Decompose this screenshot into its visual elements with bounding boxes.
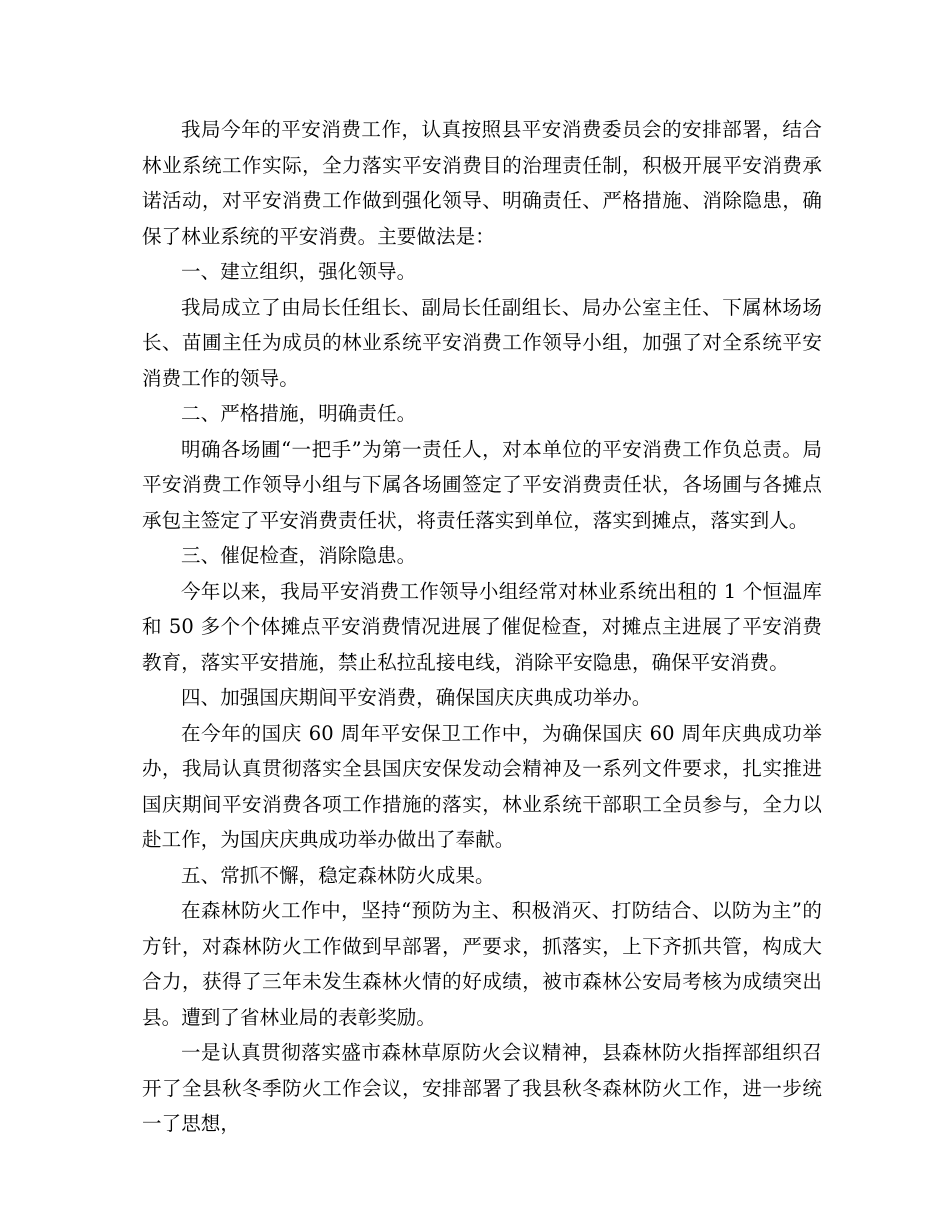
- section-paragraph-2: 明确各场圃“一把手”为第一责任人，对本单位的平安消费工作负总责。局平安消费工作领导小组与下属各场圃签定了平安消费责任状，各场圃与各摊点承包主签定了平安消费责任状，将责任落实到单位，落实到摊点，落实到人。: [142, 437, 822, 532]
- section-heading-3: 三、催促检查，消除隐患。: [181, 544, 417, 567]
- document-body: [142, 112, 822, 1142]
- section-heading-4: 四、加强国庆期间平安消费，确保国庆庆典成功举办。: [181, 686, 652, 709]
- section-heading-2: 二、严格措施，明确责任。: [181, 402, 417, 425]
- section-paragraph-5: 在森林防火工作中，坚持“预防为主、积极消灭、打防结合、以防为主”的方针，对森林防火工作做到早部署，严要求，抓落实，上下齐抓共管，构成大合力，获得了三年未发生森林火情的好成绩，被市森林公安局考核为成绩突出县。遭到了省林业局的表彰奖励。: [142, 899, 822, 1029]
- section-paragraph-6: 一是认真贯彻落实盛市森林草原防火会议精神，县森林防火指挥部组织召开了全县秋冬季防火工作会议，安排部署了我县秋冬森林防火工作，进一步统一了思想，: [142, 1041, 822, 1135]
- section-paragraph-4: 在今年的国庆 60 周年平安保卫工作中，为确保国庆 60 周年庆典成功举办，我局认真贯彻落实全县国庆安保发动会精神及一系列文件要求，扎实推进国庆期间平安消费各项工作措施的落实，林业系统干部职工全员参与，全力以赴工作，为国庆庆典成功举办做出了奉献。: [142, 721, 822, 851]
- intro-paragraph: 我局今年的平安消费工作，认真按照县平安消费委员会的安排部署，结合林业系统工作实际，全力落实平安消费目的治理责任制，积极开展平安消费承诺活动，对平安消费工作做到强化领导、明确责任、严格措施、消除隐患，确保了林业系统的平安消费。主要做法是：: [142, 118, 822, 248]
- section-paragraph-3: 今年以来，我局平安消费工作领导小组经常对林业系统出租的 1 个恒温库和 50 多个个体摊点平安消费情况进展了催促检查，对摊点主进展了平安消费教育，落实平安措施，禁止私拉乱接电线，消除平安隐患，确保平安消费。: [142, 579, 822, 674]
- section-paragraph-1: 我局成立了由局长任组长、副局长任副组长、局办公室主任、下属林场场长、苗圃主任为成员的林业系统平安消费工作领导小组，加强了对全系统平安消费工作的领导。: [142, 295, 822, 390]
- section-heading-5: 五、常抓不懈，稳定森林防火成果。: [181, 863, 495, 887]
- section-heading-1: 一、建立组织，强化领导。: [181, 260, 417, 283]
